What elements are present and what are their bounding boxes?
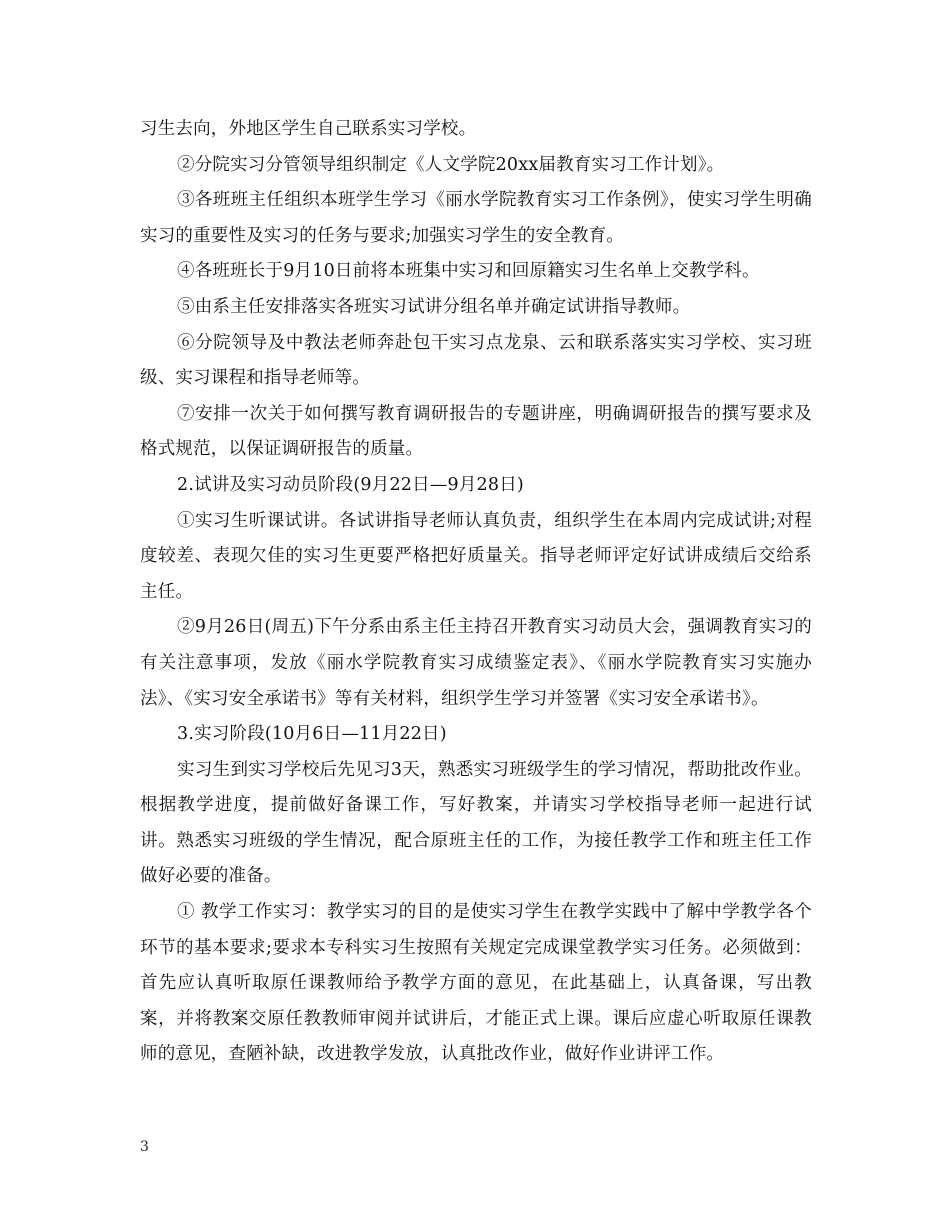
paragraph-4: ④各班班长于9月10日前将本班集中实习和回原籍实习生名单上交教学科。 bbox=[177, 261, 760, 282]
paragraph-5: ⑤由系主任安排落实各班实习试讲分组名单并确定试讲指导教师。 bbox=[177, 296, 691, 317]
paragraph-1: 习生去向，外地区学生自己联系实习学校。 bbox=[140, 119, 477, 139]
section-heading-3: 3.实习阶段(10月6日—11月22日) bbox=[177, 724, 447, 745]
paragraph-12: 实习生到实习学校后先见习3天，熟悉实习班级学生的学习情况，帮助批改作业。根据教学进度，提前做好备课工作，写好教案，并请实习学校指导老师一起进行试讲。熟悉实习班级的学生情况，配合原班主任的工作，为接任教学工作和班主任工作做好必要的准备。 bbox=[140, 759, 812, 887]
paragraph-7: ⑦安排一次关于如何撰写教育调研报告的专题讲座，明确调研报告的撰写要求及格式规范，以保证调研报告的质量。 bbox=[140, 403, 812, 460]
paragraph-6: ⑥分院领导及中教法老师奔赴包干实习点龙泉、云和联系落实实习学校、实习班级、实习课程和指导老师等。 bbox=[140, 332, 812, 389]
paragraph-13: ① 教学工作实习：教学实习的目的是使实习学生在教学实践中了解中学教学各个环节的基本要求;要求本专科实习生按照有关规定完成课堂教学实习任务。必须做到：首先应认真听取原任课教师给予教学方面的意见，在此基础上，认真备课，写出教案，并将教案交原任教教师审阅并试讲后，才能正式上课。课后应虚心听取原任课教师的意见，查陋补缺，改进教学发放，认真批改作业，做好作业讲评工作。 bbox=[140, 902, 812, 1065]
paragraph-9: ①实习生听课试讲。各试讲指导老师认真负责，组织学生在本周内完成试讲;对程度较差、表现欠佳的实习生更要严格把好质量关。指导老师评定好试讲成绩后交给系主任。 bbox=[140, 510, 812, 602]
paragraph-2: ②分院实习分管领导组织制定《人文学院20xx届教育实习工作计划》。 bbox=[177, 154, 725, 175]
page-number: 3 bbox=[140, 1139, 149, 1155]
section-heading-2: 2.试讲及实习动员阶段(9月22日—9月28日) bbox=[177, 474, 524, 495]
paragraph-10: ②9月26日(周五)下午分系由系主任主持召开教育实习动员大会，强调教育实习的有关注意事项，发放《丽水学院教育实习成绩鉴定表》、《丽水学院教育实习实施办法》、《实习安全承诺书》等有关材料，组织学生学习并签署《实习安全承诺书》。 bbox=[140, 617, 812, 709]
paragraph-3: ③各班班主任组织本班学生学习《丽水学院教育实习工作条例》，使实习学生明确实习的重要性及实习的任务与要求;加强实习学生的安全教育。 bbox=[140, 190, 812, 246]
document-body bbox=[140, 112, 812, 1073]
